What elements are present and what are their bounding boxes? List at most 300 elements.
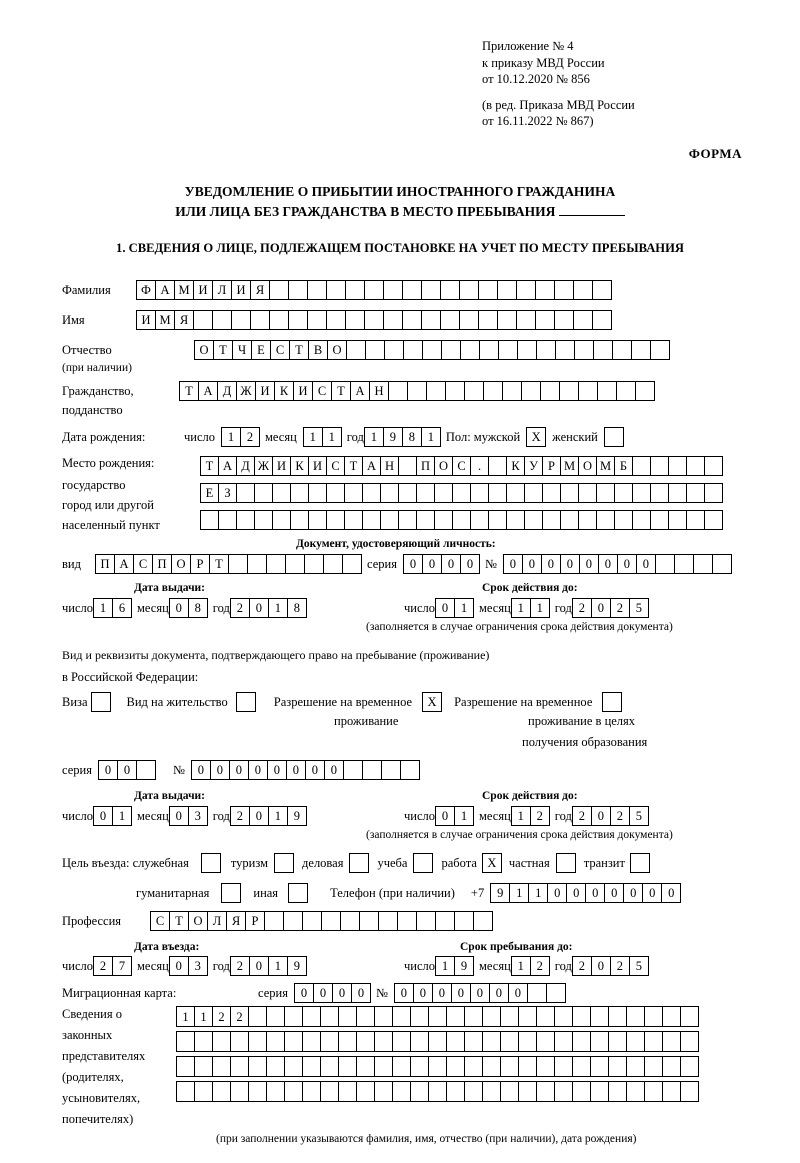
form-cell[interactable] — [454, 911, 474, 931]
form-cell[interactable] — [482, 1031, 501, 1052]
form-cell[interactable] — [321, 911, 341, 931]
form-cell[interactable] — [392, 1081, 411, 1102]
identity-doc-number-input[interactable] — [503, 554, 731, 574]
form-cell[interactable] — [482, 1056, 501, 1077]
form-cell[interactable] — [614, 483, 633, 503]
form-cell[interactable] — [662, 1056, 681, 1077]
form-cell[interactable]: 1 — [364, 427, 384, 447]
form-cell[interactable] — [362, 483, 381, 503]
form-cell[interactable]: Д — [236, 456, 255, 476]
form-cell[interactable]: 0 — [286, 760, 306, 780]
stay-doc-number-input[interactable] — [191, 760, 419, 780]
purpose-study-checkbox[interactable] — [413, 853, 433, 873]
form-cell[interactable]: Т — [213, 340, 233, 360]
form-cell[interactable] — [597, 381, 617, 401]
form-cell[interactable] — [326, 280, 346, 300]
form-cell[interactable]: 0 — [441, 554, 461, 574]
form-cell[interactable]: Б — [614, 456, 633, 476]
form-cell[interactable] — [590, 1031, 609, 1052]
form-cell[interactable] — [342, 554, 362, 574]
form-cell[interactable] — [635, 381, 655, 401]
form-cell[interactable] — [194, 1081, 213, 1102]
form-cell[interactable] — [434, 483, 453, 503]
form-cell[interactable]: 0 — [617, 554, 637, 574]
form-cell[interactable]: Ж — [236, 381, 256, 401]
form-cell[interactable] — [546, 983, 566, 1003]
form-cell[interactable] — [655, 554, 675, 574]
form-cell[interactable] — [304, 554, 324, 574]
form-cell[interactable]: 5 — [629, 956, 649, 976]
form-cell[interactable]: 1 — [194, 1006, 213, 1027]
form-cell[interactable] — [248, 1006, 267, 1027]
form-cell[interactable]: Т — [331, 381, 351, 401]
form-cell[interactable] — [573, 280, 593, 300]
form-cell[interactable] — [521, 381, 541, 401]
form-cell[interactable] — [464, 1006, 483, 1027]
form-cell[interactable]: Т — [289, 340, 309, 360]
form-cell[interactable] — [266, 1056, 285, 1077]
form-cell[interactable] — [283, 911, 303, 931]
form-cell[interactable] — [428, 1056, 447, 1077]
form-cell[interactable]: 0 — [585, 883, 605, 903]
birthdate-month-input[interactable] — [303, 427, 341, 447]
form-cell[interactable] — [362, 510, 381, 530]
form-cell[interactable]: 1 — [511, 956, 531, 976]
form-cell[interactable] — [212, 1081, 231, 1102]
form-cell[interactable] — [284, 1056, 303, 1077]
form-cell[interactable] — [650, 510, 669, 530]
stay-valid-year-input[interactable] — [572, 806, 648, 826]
form-cell[interactable] — [518, 1056, 537, 1077]
form-cell[interactable] — [416, 483, 435, 503]
form-cell[interactable] — [356, 1031, 375, 1052]
form-cell[interactable]: 9 — [287, 806, 307, 826]
form-cell[interactable]: Н — [369, 381, 389, 401]
form-cell[interactable] — [356, 1056, 375, 1077]
form-cell[interactable] — [307, 310, 327, 330]
form-cell[interactable] — [590, 1056, 609, 1077]
stay-doc-series-input[interactable] — [98, 760, 155, 780]
form-cell[interactable]: 0 — [591, 806, 611, 826]
form-cell[interactable] — [626, 1056, 645, 1077]
sex-female-checkbox[interactable] — [604, 427, 624, 447]
form-cell[interactable] — [392, 1006, 411, 1027]
form-cell[interactable] — [236, 483, 255, 503]
form-cell[interactable] — [686, 510, 705, 530]
form-cell[interactable]: 0 — [267, 760, 287, 780]
form-cell[interactable] — [497, 310, 517, 330]
form-cell[interactable] — [435, 911, 455, 931]
form-cell[interactable]: К — [506, 456, 525, 476]
form-cell[interactable]: 0 — [413, 983, 433, 1003]
purpose-other-checkbox[interactable] — [288, 883, 308, 903]
form-cell[interactable]: 1 — [93, 598, 113, 618]
stay-until-day-input[interactable] — [435, 956, 473, 976]
form-cell[interactable] — [320, 1006, 339, 1027]
form-cell[interactable] — [345, 280, 365, 300]
form-cell[interactable]: К — [290, 456, 309, 476]
form-cell[interactable] — [516, 280, 536, 300]
form-cell[interactable] — [482, 1081, 501, 1102]
form-cell[interactable]: 1 — [454, 806, 474, 826]
form-cell[interactable]: 0 — [435, 806, 455, 826]
form-cell[interactable] — [231, 310, 251, 330]
form-cell[interactable]: 3 — [188, 956, 208, 976]
form-cell[interactable] — [662, 1006, 681, 1027]
form-cell[interactable] — [631, 340, 651, 360]
form-cell[interactable] — [266, 1031, 285, 1052]
form-cell[interactable]: 0 — [191, 760, 211, 780]
form-cell[interactable] — [596, 510, 615, 530]
form-cell[interactable] — [269, 310, 289, 330]
form-cell[interactable] — [518, 1081, 537, 1102]
form-cell[interactable]: О — [194, 340, 214, 360]
form-cell[interactable] — [343, 760, 363, 780]
form-cell[interactable]: 1 — [176, 1006, 195, 1027]
form-cell[interactable]: 0 — [332, 983, 352, 1003]
form-cell[interactable] — [712, 554, 732, 574]
form-cell[interactable] — [614, 510, 633, 530]
form-cell[interactable]: 2 — [230, 1006, 249, 1027]
form-cell[interactable] — [421, 310, 441, 330]
form-cell[interactable] — [254, 510, 273, 530]
form-cell[interactable] — [608, 1081, 627, 1102]
form-cell[interactable] — [416, 510, 435, 530]
form-cell[interactable]: 0 — [169, 598, 189, 618]
form-cell[interactable] — [470, 510, 489, 530]
form-cell[interactable] — [288, 310, 308, 330]
form-cell[interactable] — [608, 1056, 627, 1077]
form-cell[interactable] — [502, 381, 522, 401]
form-cell[interactable] — [307, 280, 327, 300]
form-cell[interactable] — [410, 1081, 429, 1102]
form-cell[interactable] — [518, 1031, 537, 1052]
form-cell[interactable]: 0 — [591, 598, 611, 618]
form-cell[interactable] — [230, 1056, 249, 1077]
form-cell[interactable] — [590, 1006, 609, 1027]
form-cell[interactable] — [464, 1056, 483, 1077]
form-cell[interactable]: 2 — [572, 806, 592, 826]
form-cell[interactable] — [574, 340, 594, 360]
purpose-transit-checkbox[interactable] — [630, 853, 650, 873]
form-cell[interactable] — [446, 1031, 465, 1052]
form-cell[interactable] — [535, 310, 555, 330]
purpose-work-checkbox[interactable]: Х — [482, 853, 502, 873]
form-cell[interactable] — [680, 1031, 699, 1052]
form-cell[interactable] — [272, 510, 291, 530]
form-cell[interactable]: П — [416, 456, 435, 476]
form-cell[interactable] — [559, 381, 579, 401]
form-cell[interactable] — [365, 340, 385, 360]
form-cell[interactable]: О — [327, 340, 347, 360]
form-cell[interactable] — [320, 1031, 339, 1052]
form-cell[interactable]: 5 — [629, 806, 649, 826]
form-cell[interactable]: 0 — [249, 956, 269, 976]
form-cell[interactable] — [680, 1056, 699, 1077]
form-cell[interactable]: 2 — [572, 956, 592, 976]
form-cell[interactable]: 0 — [541, 554, 561, 574]
form-cell[interactable]: 1 — [511, 806, 531, 826]
form-cell[interactable] — [446, 1006, 465, 1027]
form-cell[interactable] — [428, 1081, 447, 1102]
form-cell[interactable] — [440, 280, 460, 300]
issue-date-day-input[interactable] — [93, 598, 131, 618]
identity-doc-kind-input[interactable] — [95, 554, 361, 574]
form-cell[interactable] — [398, 510, 417, 530]
form-cell[interactable] — [644, 1056, 663, 1077]
form-cell[interactable] — [403, 340, 423, 360]
form-cell[interactable]: Я — [174, 310, 194, 330]
form-cell[interactable] — [498, 340, 518, 360]
form-cell[interactable]: 1 — [421, 427, 441, 447]
form-cell[interactable] — [535, 280, 555, 300]
citizenship-input[interactable] — [179, 381, 654, 401]
form-cell[interactable] — [212, 310, 232, 330]
form-cell[interactable]: 2 — [212, 1006, 231, 1027]
form-cell[interactable]: М — [155, 310, 175, 330]
form-cell[interactable] — [388, 381, 408, 401]
edu-residence-checkbox[interactable] — [602, 692, 622, 712]
visa-checkbox[interactable] — [91, 692, 111, 712]
form-cell[interactable] — [194, 1031, 213, 1052]
form-cell[interactable] — [288, 280, 308, 300]
form-cell[interactable]: О — [434, 456, 453, 476]
form-cell[interactable]: 0 — [169, 956, 189, 976]
form-cell[interactable] — [592, 280, 612, 300]
identity-doc-series-input[interactable] — [403, 554, 479, 574]
form-cell[interactable]: Р — [542, 456, 561, 476]
form-cell[interactable]: 0 — [394, 983, 414, 1003]
form-cell[interactable] — [554, 1006, 573, 1027]
form-cell[interactable] — [445, 381, 465, 401]
form-cell[interactable] — [426, 381, 446, 401]
form-cell[interactable] — [596, 483, 615, 503]
legal-reps-input-4[interactable] — [176, 1081, 698, 1102]
form-cell[interactable]: Е — [200, 483, 219, 503]
form-cell[interactable]: Д — [217, 381, 237, 401]
purpose-private-checkbox[interactable] — [556, 853, 576, 873]
form-cell[interactable] — [662, 1031, 681, 1052]
form-cell[interactable]: 1 — [454, 598, 474, 618]
form-cell[interactable]: В — [308, 340, 328, 360]
form-cell[interactable] — [228, 554, 248, 574]
form-cell[interactable]: 0 — [642, 883, 662, 903]
form-cell[interactable] — [248, 1031, 267, 1052]
form-cell[interactable]: 0 — [422, 554, 442, 574]
form-cell[interactable] — [686, 456, 705, 476]
form-cell[interactable] — [374, 1081, 393, 1102]
form-cell[interactable]: А — [350, 381, 370, 401]
form-cell[interactable] — [410, 1031, 429, 1052]
form-cell[interactable]: 2 — [610, 806, 630, 826]
form-cell[interactable]: 1 — [530, 598, 550, 618]
form-cell[interactable]: 7 — [112, 956, 132, 976]
form-cell[interactable]: 1 — [435, 956, 455, 976]
form-cell[interactable] — [422, 340, 442, 360]
form-cell[interactable] — [338, 1056, 357, 1077]
form-cell[interactable] — [266, 1081, 285, 1102]
form-cell[interactable]: 3 — [188, 806, 208, 826]
form-cell[interactable] — [506, 483, 525, 503]
form-cell[interactable]: 8 — [287, 598, 307, 618]
form-cell[interactable] — [483, 381, 503, 401]
form-cell[interactable]: 5 — [629, 598, 649, 618]
form-cell[interactable] — [608, 1031, 627, 1052]
form-cell[interactable] — [626, 1081, 645, 1102]
form-cell[interactable] — [593, 340, 613, 360]
form-cell[interactable] — [272, 483, 291, 503]
form-cell[interactable] — [452, 510, 471, 530]
form-cell[interactable] — [250, 310, 270, 330]
form-cell[interactable] — [302, 1056, 321, 1077]
form-cell[interactable] — [536, 1031, 555, 1052]
form-cell[interactable] — [284, 1006, 303, 1027]
form-cell[interactable] — [632, 483, 651, 503]
form-cell[interactable] — [478, 310, 498, 330]
form-cell[interactable]: Т — [344, 456, 363, 476]
birthplace-input-3[interactable] — [200, 510, 722, 530]
form-cell[interactable] — [308, 483, 327, 503]
form-cell[interactable] — [554, 1031, 573, 1052]
form-cell[interactable]: 0 — [470, 983, 490, 1003]
form-cell[interactable]: 8 — [402, 427, 422, 447]
form-cell[interactable] — [680, 1081, 699, 1102]
form-cell[interactable] — [650, 483, 669, 503]
form-cell[interactable] — [592, 310, 612, 330]
form-cell[interactable]: М — [560, 456, 579, 476]
form-cell[interactable]: 1 — [268, 806, 288, 826]
form-cell[interactable] — [554, 1081, 573, 1102]
form-cell[interactable] — [704, 510, 723, 530]
stay-issue-year-input[interactable] — [230, 806, 306, 826]
form-cell[interactable]: 0 — [229, 760, 249, 780]
form-cell[interactable]: 0 — [503, 554, 523, 574]
form-cell[interactable] — [320, 1056, 339, 1077]
form-cell[interactable]: 0 — [566, 883, 586, 903]
legal-reps-input-2[interactable] — [176, 1031, 698, 1052]
form-cell[interactable] — [536, 340, 556, 360]
form-cell[interactable] — [323, 554, 343, 574]
form-cell[interactable] — [497, 280, 517, 300]
form-cell[interactable]: 0 — [560, 554, 580, 574]
form-cell[interactable] — [230, 1081, 249, 1102]
form-cell[interactable] — [428, 1031, 447, 1052]
form-cell[interactable] — [554, 280, 574, 300]
form-cell[interactable] — [524, 510, 543, 530]
form-cell[interactable] — [378, 911, 398, 931]
form-cell[interactable]: 0 — [547, 883, 567, 903]
form-cell[interactable] — [338, 1006, 357, 1027]
form-cell[interactable] — [479, 340, 499, 360]
form-cell[interactable] — [440, 310, 460, 330]
form-cell[interactable] — [560, 483, 579, 503]
form-cell[interactable] — [488, 456, 507, 476]
form-cell[interactable] — [500, 1056, 519, 1077]
form-cell[interactable]: 2 — [230, 598, 250, 618]
purpose-business-checkbox[interactable] — [349, 853, 369, 873]
form-cell[interactable]: 0 — [98, 760, 118, 780]
form-cell[interactable]: С — [270, 340, 290, 360]
form-cell[interactable]: П — [152, 554, 172, 574]
form-cell[interactable]: 0 — [403, 554, 423, 574]
form-cell[interactable] — [650, 456, 669, 476]
form-cell[interactable]: С — [133, 554, 153, 574]
form-cell[interactable]: 0 — [522, 554, 542, 574]
form-cell[interactable] — [500, 1006, 519, 1027]
form-cell[interactable] — [176, 1056, 195, 1077]
profession-input[interactable] — [150, 911, 492, 931]
form-cell[interactable]: 2 — [610, 956, 630, 976]
form-cell[interactable] — [686, 483, 705, 503]
form-cell[interactable] — [266, 1006, 285, 1027]
form-cell[interactable] — [560, 510, 579, 530]
form-cell[interactable] — [326, 510, 345, 530]
entry-day-input[interactable] — [93, 956, 131, 976]
form-cell[interactable]: Я — [226, 911, 246, 931]
form-cell[interactable] — [540, 381, 560, 401]
form-cell[interactable]: Л — [212, 280, 232, 300]
form-cell[interactable] — [517, 340, 537, 360]
form-cell[interactable] — [428, 1006, 447, 1027]
form-cell[interactable] — [572, 1081, 591, 1102]
form-cell[interactable] — [359, 911, 379, 931]
surname-input[interactable] — [136, 280, 611, 300]
form-cell[interactable] — [644, 1031, 663, 1052]
form-cell[interactable]: И — [308, 456, 327, 476]
form-cell[interactable] — [402, 310, 422, 330]
form-cell[interactable] — [285, 554, 305, 574]
birthplace-input-1[interactable] — [200, 456, 722, 476]
form-cell[interactable] — [380, 483, 399, 503]
form-cell[interactable] — [400, 760, 420, 780]
migration-card-series-input[interactable] — [294, 983, 370, 1003]
valid-until-day-input[interactable] — [435, 598, 473, 618]
form-cell[interactable]: 0 — [169, 806, 189, 826]
form-cell[interactable] — [674, 554, 694, 574]
issue-date-year-input[interactable] — [230, 598, 306, 618]
form-cell[interactable] — [482, 1006, 501, 1027]
form-cell[interactable] — [612, 340, 632, 360]
form-cell[interactable] — [402, 280, 422, 300]
form-cell[interactable]: И — [231, 280, 251, 300]
form-cell[interactable]: 1 — [112, 806, 132, 826]
form-cell[interactable]: 0 — [623, 883, 643, 903]
form-cell[interactable]: А — [155, 280, 175, 300]
form-cell[interactable] — [680, 1006, 699, 1027]
form-cell[interactable]: 2 — [572, 598, 592, 618]
temp-residence-checkbox[interactable]: Х — [422, 692, 442, 712]
form-cell[interactable]: 2 — [230, 806, 250, 826]
form-cell[interactable] — [384, 340, 404, 360]
form-cell[interactable] — [434, 510, 453, 530]
form-cell[interactable] — [290, 483, 309, 503]
form-cell[interactable]: И — [272, 456, 291, 476]
form-cell[interactable]: 1 — [509, 883, 529, 903]
form-cell[interactable] — [488, 510, 507, 530]
form-cell[interactable] — [230, 1031, 249, 1052]
form-cell[interactable] — [410, 1006, 429, 1027]
purpose-service-checkbox[interactable] — [201, 853, 221, 873]
form-cell[interactable]: 1 — [268, 598, 288, 618]
stay-until-month-input[interactable] — [511, 956, 549, 976]
form-cell[interactable] — [632, 456, 651, 476]
form-cell[interactable]: 0 — [460, 554, 480, 574]
form-cell[interactable] — [344, 510, 363, 530]
form-cell[interactable]: А — [198, 381, 218, 401]
form-cell[interactable] — [464, 381, 484, 401]
form-cell[interactable]: Р — [245, 911, 265, 931]
form-cell[interactable] — [212, 1031, 231, 1052]
